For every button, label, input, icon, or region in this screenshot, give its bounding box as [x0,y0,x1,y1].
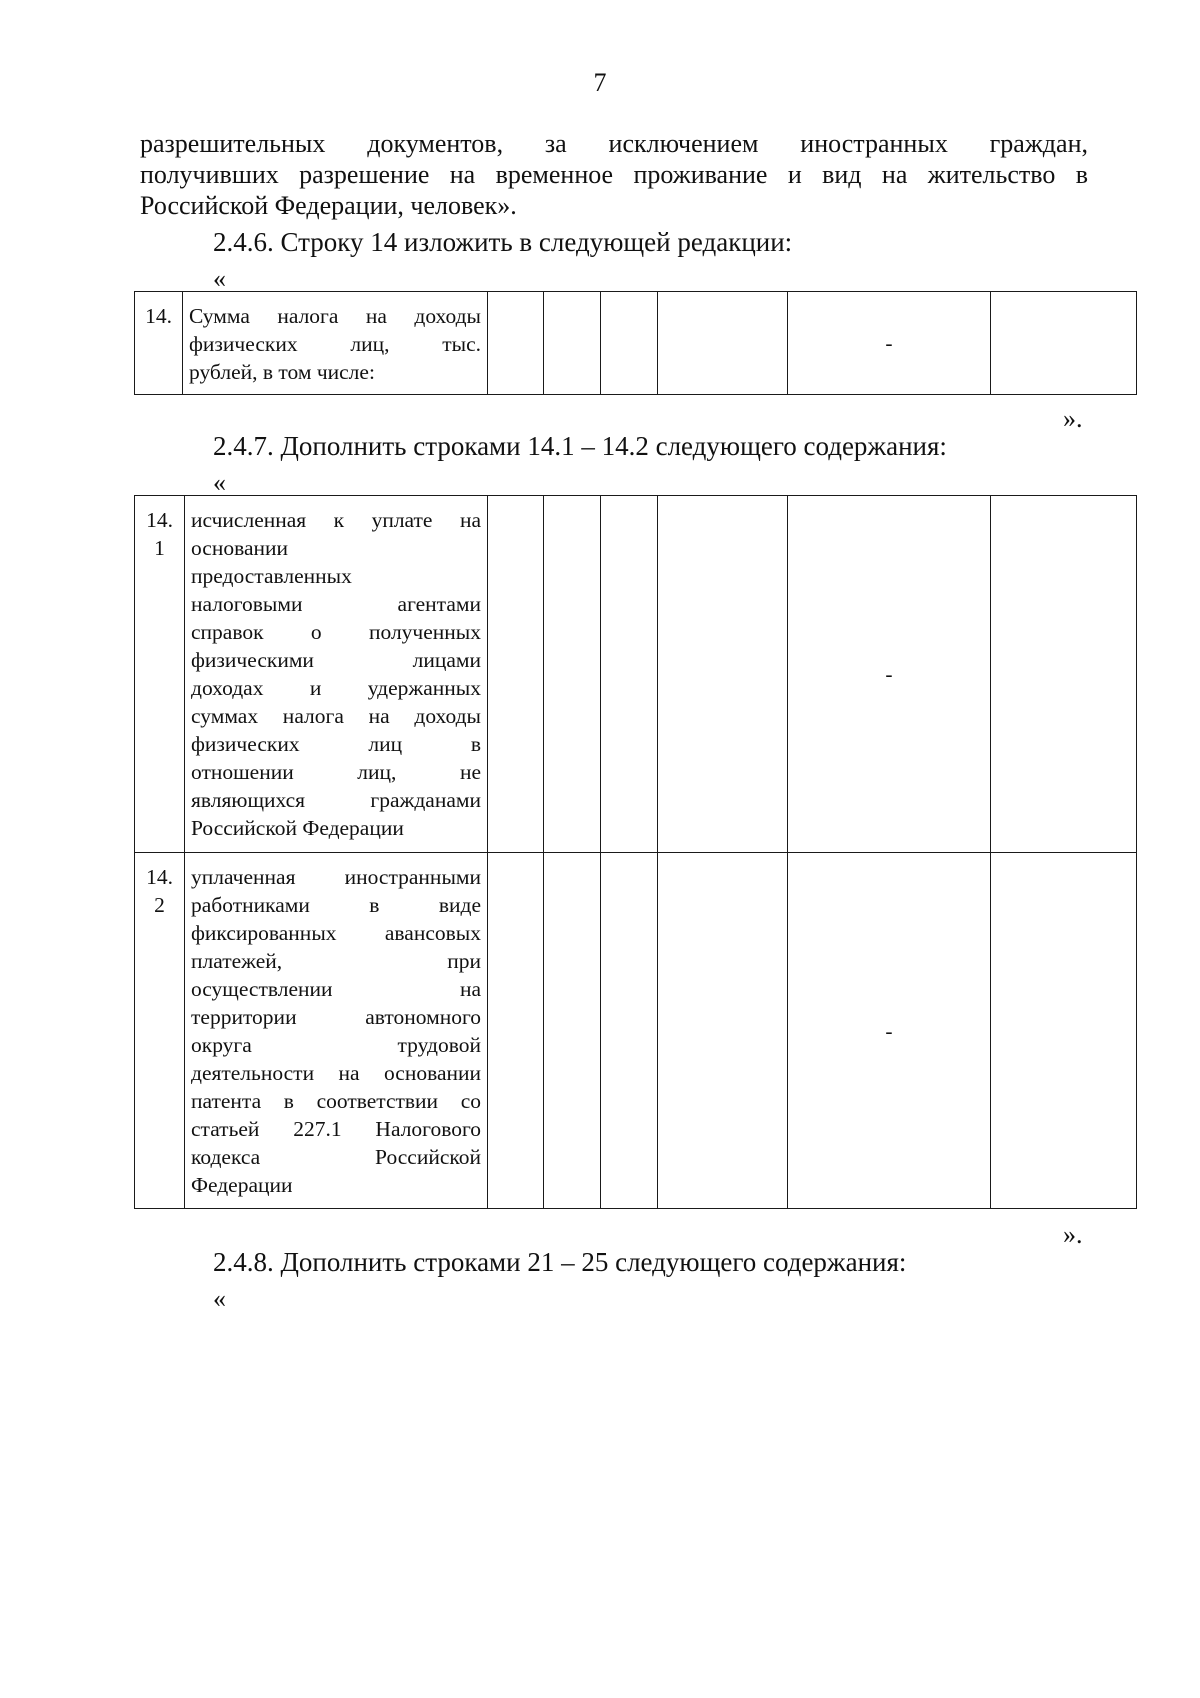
close-quote: ». [1063,1220,1083,1249]
table-row-14 [134,291,1137,395]
row-number-text: 2 [154,893,165,917]
empty-cell [658,853,788,1209]
section-248-heading: 2.4.8. Дополнить строками 21 – 25 следующего содержания: [213,1247,907,1277]
empty-cell [488,292,544,395]
description-line: отношении лиц, не [191,760,481,784]
description-line: Сумма налога на доходы [189,304,481,328]
table-row [135,853,1137,1209]
empty-cell [544,496,601,853]
open-quote: « [213,264,226,293]
value-cell: - [788,853,991,1209]
description-line: суммах налога на доходы [191,704,481,728]
section-246-heading: 2.4.6. Строку 14 изложить в следующей редакции: [213,227,793,257]
empty-cell [601,853,658,1209]
row-number-text: 14. [146,865,173,889]
description-line: являющихся гражданами [191,788,481,812]
description-line: рублей, в том числе: [189,360,375,384]
open-quote: « [213,1284,226,1313]
section-247-heading: 2.4.7. Дополнить строками 14.1 – 14.2 следующего содержания: [213,431,947,461]
row-description [185,496,488,853]
empty-cell [991,496,1137,853]
intro-line: Российской Федерации, человек». [140,191,517,220]
empty-cell [991,853,1137,1209]
description-line: основании [191,536,289,560]
description-line: Федерации [191,1173,293,1197]
empty-cell [601,496,658,853]
open-quote: « [213,468,226,497]
description-line: физическими лицами [191,648,481,672]
description-line: физических лиц в [191,732,481,756]
empty-cell [991,292,1137,395]
intro-line: разрешительных документов, за исключением иностранных граждан, [140,129,1088,158]
description-line: физических лиц, тыс. [189,332,481,356]
description-line: патента в соответствии со [191,1089,481,1113]
empty-cell [658,292,788,395]
description-line: доходах и удержанных [191,676,481,700]
empty-cell [544,853,601,1209]
empty-cell [544,292,601,395]
description-line: осуществлении на [191,977,481,1001]
intro-line: получивших разрешение на временное проживание и вид на жительство в [140,160,1088,189]
row-description [185,853,488,1209]
page-number: 7 [593,68,607,97]
description-line: Российской Федерации [191,816,404,840]
row-number [135,292,183,395]
row-number [135,853,185,1209]
row-number-text: 14. [146,508,173,532]
intro-paragraph [140,128,1088,221]
row-number-text: 1 [154,536,165,560]
description-line: налоговыми агентами [191,592,481,616]
row-number [135,496,185,853]
value-cell: - [788,496,991,853]
description-line: округа трудовой [191,1033,481,1057]
empty-cell [601,292,658,395]
description-line: исчисленная к уплате на [191,508,481,532]
empty-cell [658,496,788,853]
description-line: платежей, при [191,949,481,973]
description-line: территории автономного [191,1005,481,1029]
empty-cell [488,496,544,853]
table-row [135,496,1137,853]
table-rows-14-1-14-2 [134,495,1137,1209]
empty-cell [488,853,544,1209]
description-line: справок о полученных [191,620,481,644]
description-line: уплаченная иностранными [191,865,481,889]
value-cell: - [788,292,991,395]
description-line: фиксированных авансовых [191,921,481,945]
close-quote: ». [1063,404,1083,433]
row-number-text: 14. [145,304,172,328]
description-line: статьей 227.1 Налогового [191,1117,481,1141]
table-row [135,292,1137,395]
description-line: предоставленных [191,564,352,588]
description-line: работниками в виде [191,893,481,917]
row-description [183,292,488,395]
description-line: кодекса Российской [191,1145,481,1169]
description-line: деятельности на основании [191,1061,481,1085]
